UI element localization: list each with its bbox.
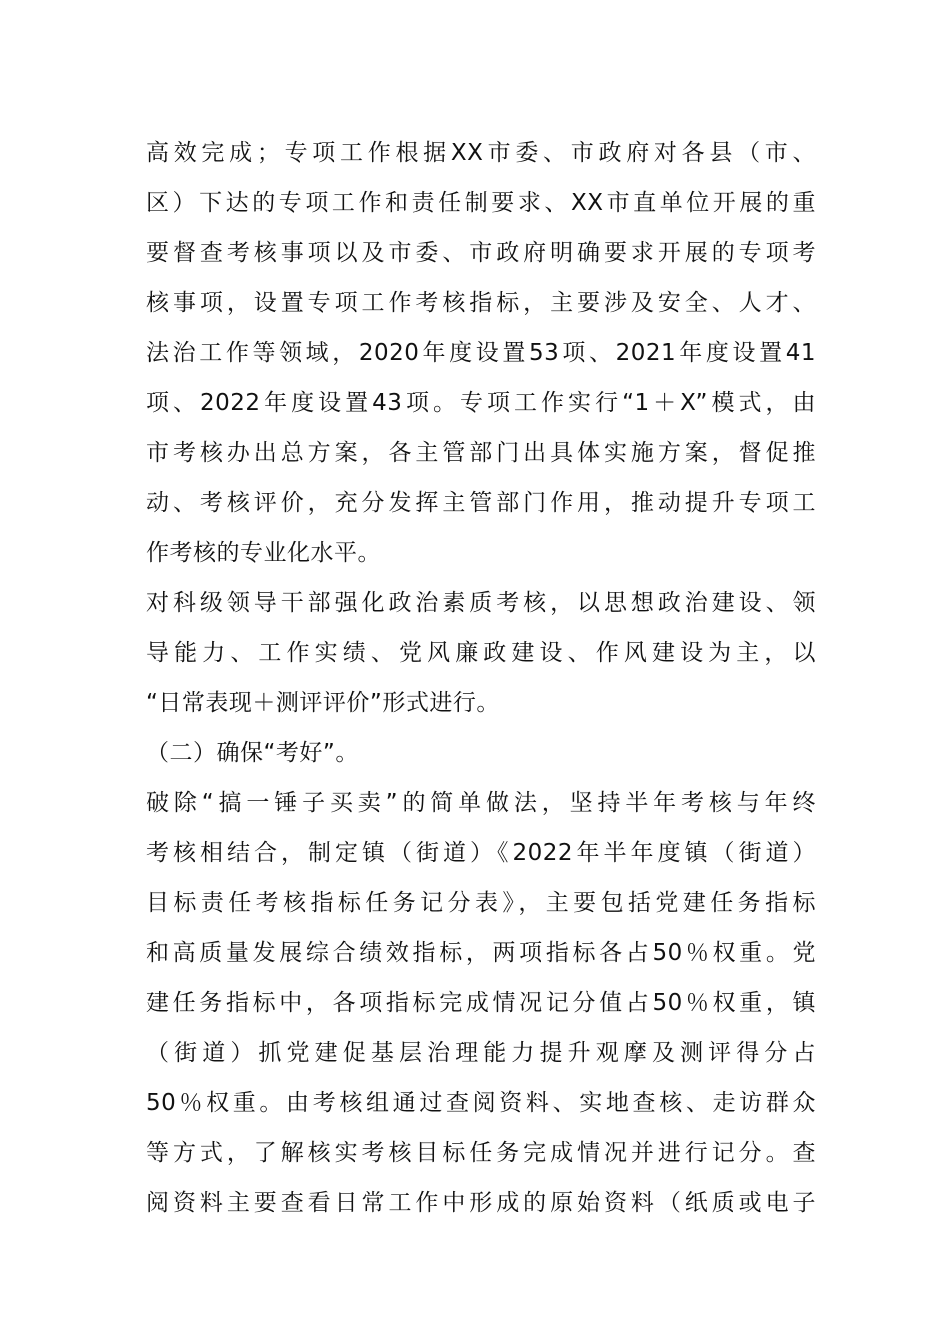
heading-text: （二）确保“考好”。 [146,740,359,766]
text-line: 作考核的专业化水平。 [146,540,381,566]
text-line: 对科级领导干部强化政治素质考核，以思想政治建设、领 [146,590,816,616]
paragraph-assessment-method [146,778,816,1228]
text-line: 考核相结合，制定镇（街道）《2022年半年度镇（街道） [146,840,816,866]
text-line: 高效完成；专项工作根据XX市委、市政府对各县（市、 [146,140,816,166]
text-line: 50％权重。由考核组通过查阅资料、实地查核、走访群众 [146,1090,816,1116]
text-line: 破除“搞一锤子买卖”的简单做法，坚持半年考核与年终 [146,790,816,816]
text-line: 项、2022年度设置43项。专项工作实行“1＋X”模式，由 [146,390,816,416]
text-line: 区）下达的专项工作和责任制要求、XX市直单位开展的重 [146,190,816,216]
text-line: “日常表现＋测评评价”形式进行。 [146,690,500,716]
body-text [146,128,816,1228]
text-line: 目标责任考核指标任务记分表》，主要包括党建任务指标 [146,890,816,916]
text-line: 法治工作等领域，2020年度设置53项、2021年度设置41 [146,340,816,366]
section-heading [146,728,816,778]
text-line: 和高质量发展综合绩效指标，两项指标各占50％权重。党 [146,940,816,966]
text-line: 导能力、工作实绩、党风廉政建设、作风建设为主，以 [146,640,816,666]
text-line: 阅资料主要查看日常工作中形成的原始资料（纸质或电子 [146,1190,816,1216]
text-line: 动、考核评价，充分发挥主管部门作用，推动提升专项工 [146,490,816,516]
paragraph-special-work [146,128,816,578]
text-line: 核事项，设置专项工作考核指标，主要涉及安全、人才、 [146,290,816,316]
text-line: 市考核办出总方案，各主管部门出具体实施方案，督促推 [146,440,816,466]
text-line: （街道）抓党建促基层治理能力提升观摩及测评得分占 [146,1040,816,1066]
text-line: 要督查考核事项以及市委、市政府明确要求开展的专项考 [146,240,816,266]
paragraph-section-level-cadres [146,578,816,728]
text-line: 等方式，了解核实考核目标任务完成情况并进行记分。查 [146,1140,816,1166]
text-line: 建任务指标中，各项指标完成情况记分值占50％权重，镇 [146,990,816,1016]
